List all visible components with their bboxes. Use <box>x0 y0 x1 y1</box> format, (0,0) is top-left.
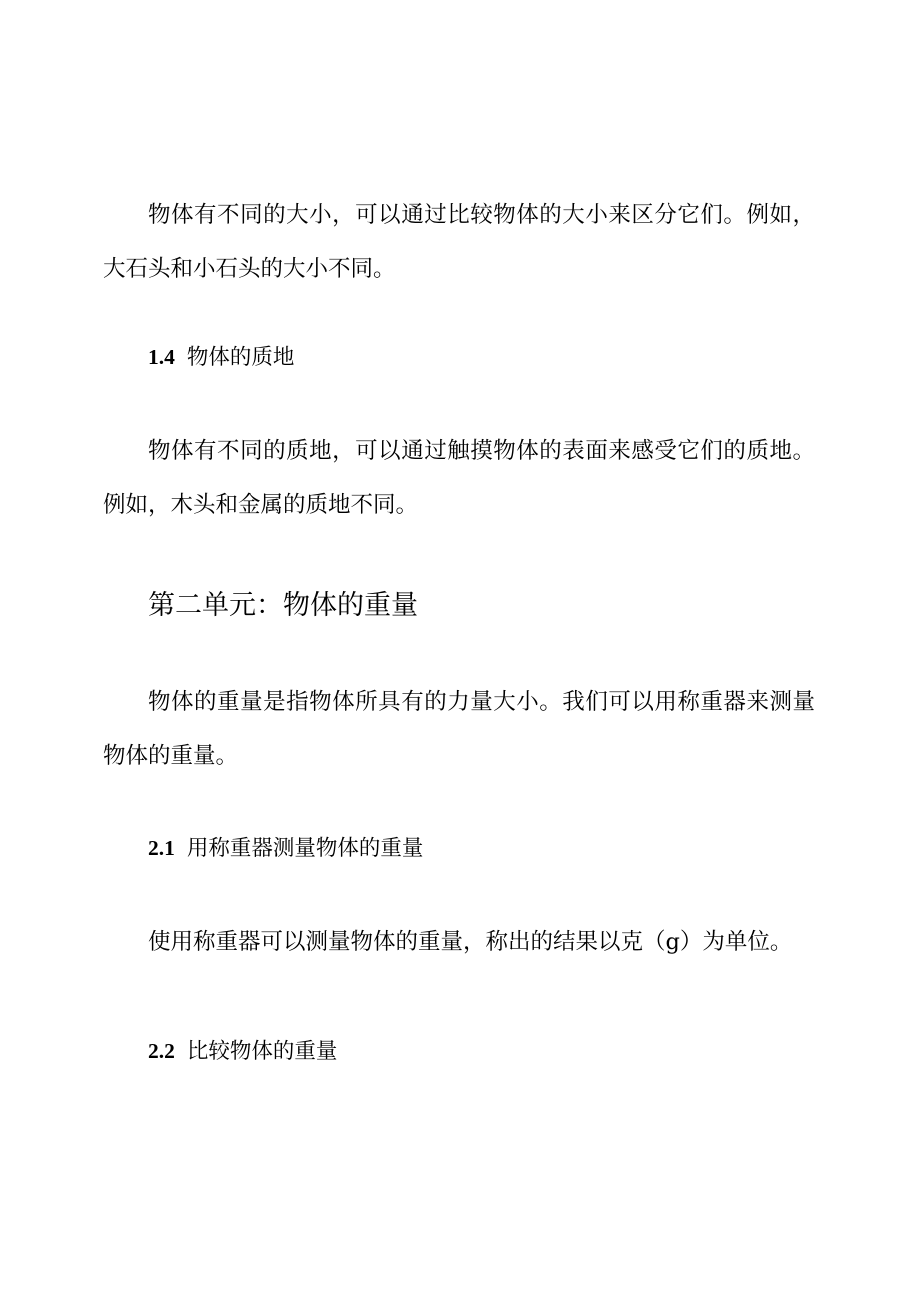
section-title: 用称重器测量物体的重量 <box>186 836 424 861</box>
measure-paragraph: 使用称重器可以测量物体的重量，称出的结果以克（g）为单位。 <box>148 929 793 955</box>
texture-paragraph: 物体有不同的质地，可以通过触摸物体的表面来感受它们的质地。例如，木头和金属的质地不同。 <box>103 438 815 518</box>
section-title: 比较物体的重量 <box>186 1039 338 1064</box>
section-number: 2.1 <box>148 836 175 860</box>
section-number: 1.4 <box>148 345 175 369</box>
size-paragraph: 物体有不同的大小，可以通过比较物体的大小来区分它们。例如，大石头和小石头的大小不同。 <box>103 202 815 282</box>
weight-paragraph: 物体的重量是指物体所具有的力量大小。我们可以用称重器来测量物体的重量。 <box>103 689 815 769</box>
section-number: 2.2 <box>148 1039 175 1063</box>
section-heading-1-4 <box>148 342 294 373</box>
unit-two-heading: 第二单元：物体的重量 <box>148 590 418 621</box>
section-title: 物体的质地 <box>186 345 295 370</box>
section-heading-2-1 <box>148 833 423 864</box>
section-heading-2-2 <box>148 1036 337 1067</box>
